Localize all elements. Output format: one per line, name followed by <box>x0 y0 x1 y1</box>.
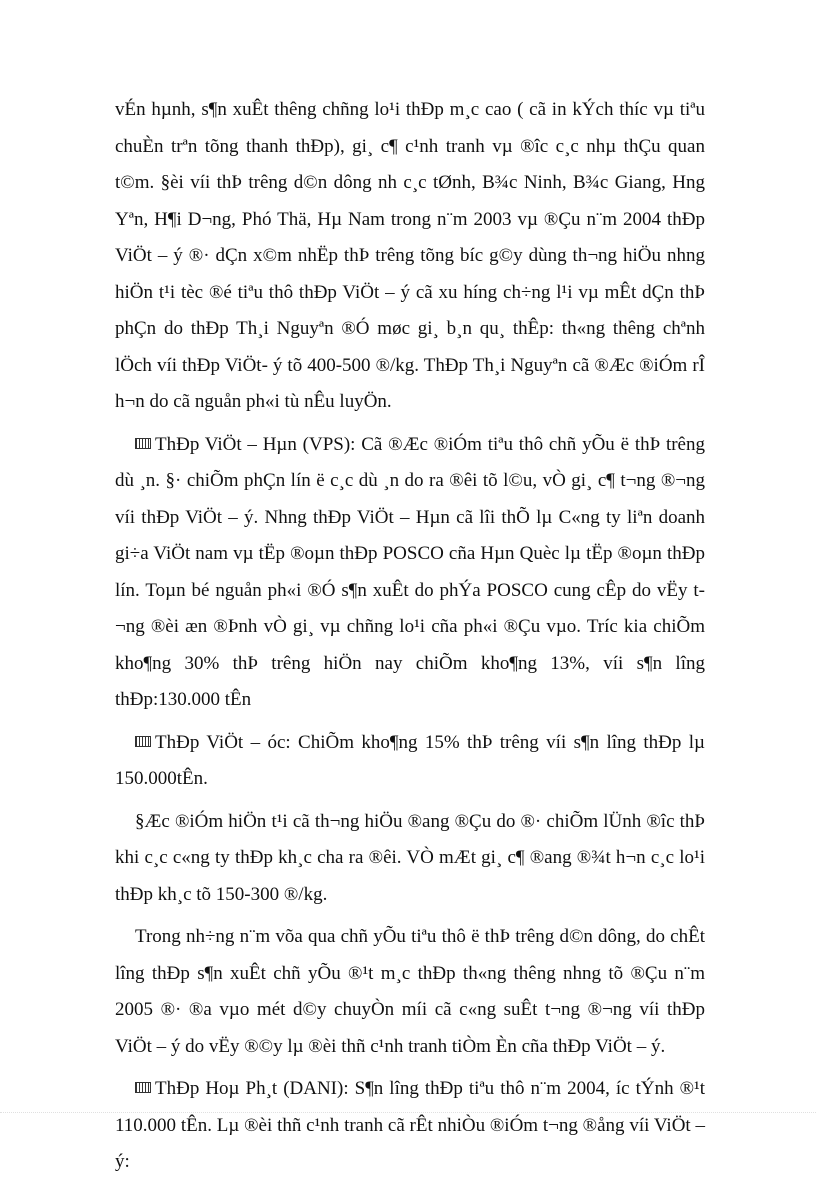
bullet-paragraph <box>115 1071 705 1181</box>
page-bottom-divider <box>0 1112 816 1113</box>
bullet-paragraph <box>115 427 705 719</box>
paragraph-text: ThÐp ViÖt – óc: ChiÕm kho¶ng 15% thÞ trêng víi s¶n lîng thÐp lµ 150.000tÊn. <box>115 731 705 789</box>
paragraph-text: ThÐp ViÖt – Hµn (VPS): Cã ®Æc ®iÓm tiªu thô chñ yÕu ë thÞ trêng dù ¸n. §· chiÕm phÇn lín ë c¸c dù ¸n do ra ®êi tõ l©u, vÒ gi¸ c¶ t¬ng ®¬ng víi thÐp ViÖt – ý. Nhng thÐp ViÖt – Hµn cã lîi thÕ lµ C«ng ty liªn doanh gi÷a ViÖt nam vµ tËp ®oµn thÐp POSCO cña Hµn Quèc lµ tËp ®oµn thÐp lín. Toµn bé nguån ph«i ®Ó s¶n xuÊt do phÝa POSCO cung cÊp do vËy t¬ng ®èi æn ®Þnh vÒ gi¸ vµ chñng lo¹i cña ph«i ®Çu vµo. Tríc kia chiÕm kho¶ng 30% thÞ trêng hiÖn nay chiÕm kho¶ng 13%, víi s¶n lîng thÐp:130.000 tÊn <box>115 433 705 710</box>
paragraph-text: vÉn hµnh, s¶n xuÊt thêng chñng lo¹i thÐp m¸c cao ( cã in kÝch thíc vµ tiªu chuÈn trªn tõng thanh thÐp), gi¸ c¶ c¹nh tranh vµ ®îc c¸c nhµ thÇu quan t©m. §èi víi thÞ trêng d©n dông nh c¸c tØnh, B¾c Ninh, B¾c Giang, Hng Yªn, H¶i D¬ng, Phó Thä, Hµ Nam trong n¨m 2003 vµ ®Çu n¨m 2004 thÐp ViÖt – ý ®· dÇn x©m nhËp thÞ trêng tõng bíc g©y dùng th¬ng hiÖu nhng hiÖn t¹i tèc ®é tiªu thô thÐp ViÖt – ý cã xu híng ch÷ng l¹i vµ mÊt dÇn thÞ phÇn do thÐp Th¸i Nguyªn ®Ó møc gi¸ b¸n qu¸ thÊp: th«ng thêng chªnh lÖch víi thÐp ViÖt- ý tõ 400-500 ®/kg. ThÐp Th¸i Nguyªn cã ®Æc ®iÓm rÎ h¬n do cã nguån ph«i tù nÊu luyÖn. <box>115 99 705 412</box>
paragraph-text: ThÐp Hoµ Ph¸t (DANI): S¶n lîng thÐp tiªu thô n¨m 2004, íc tÝnh ®¹t 110.000 tÊn. Lµ ®èi thñ c¹nh tranh cã rÊt nhiÒu ®iÓm t¬ng ®ång víi ViÖt – ý: <box>115 1078 705 1172</box>
paragraph-text: §Æc ®iÓm hiÖn t¹i cã th¬ng hiÖu ®ang ®Çu do ®· chiÕm lÜnh ®îc thÞ khi c¸c c«ng ty thÐp kh¸c cha ra ®êi. VÒ mÆt gi¸ c¶ ®ang ®¾t h¬n c¸c lo¹i thÐp kh¸c tõ 150-300 ®/kg. <box>115 810 705 905</box>
document-body <box>115 92 705 1181</box>
paragraph-text: Trong nh÷ng n¨m võa qua chñ yÕu tiªu thô ë thÞ trêng d©n dông, do chÊt lîng thÐp s¶n xuÊt chñ yÕu ®¹t m¸c thÐp th«ng thêng nhng tõ ®Çu n¨m 2005 ®· ®a vµo mét d©y chuyÒn míi cã c«ng suÊt t¬ng ®¬ng víi thÐp ViÖt – ý do vËy ®©y lµ ®èi thñ c¹nh tranh tiÒm Èn cña thÐp ViÖt – ý. <box>115 926 705 1057</box>
bullet-paragraph <box>115 725 705 798</box>
paragraph <box>115 92 705 421</box>
paragraph <box>115 919 705 1065</box>
bullet-icon <box>135 1082 151 1093</box>
bullet-icon <box>135 438 151 449</box>
paragraph <box>115 804 705 914</box>
bullet-icon <box>135 736 151 747</box>
